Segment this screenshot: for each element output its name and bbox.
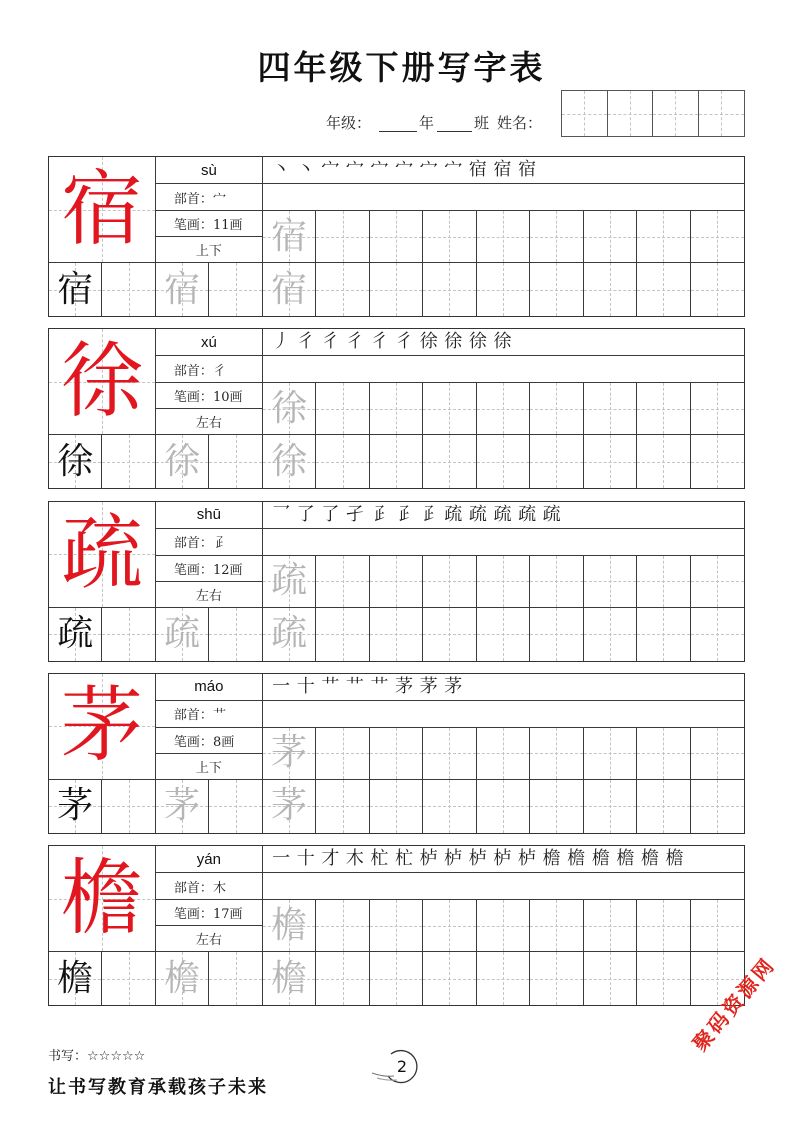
trace-character: 茅 xyxy=(164,785,201,827)
structure-info: 左右 xyxy=(156,582,263,608)
character-block xyxy=(48,328,745,489)
stroke-step: 丶 xyxy=(272,159,291,180)
practice-square xyxy=(370,211,423,263)
practice-square xyxy=(370,435,423,488)
radical-info xyxy=(156,873,263,900)
stroke-step: 𤴔 xyxy=(395,503,414,525)
practice-square xyxy=(49,952,102,1005)
practice-square xyxy=(477,728,530,780)
stroke-step: 宀 xyxy=(419,159,438,180)
trace-character: 茅 xyxy=(271,785,308,827)
stroke-step: 栌 xyxy=(518,848,537,870)
practice-square xyxy=(584,780,637,833)
practice-square xyxy=(637,728,690,780)
pinyin: yán xyxy=(156,846,263,873)
practice-square xyxy=(316,952,369,1005)
pinyin: shū xyxy=(156,502,263,529)
practice-square xyxy=(477,952,530,1005)
radical-label: 部首： xyxy=(173,536,213,552)
model-character-cell xyxy=(49,674,156,780)
stroke-step: 檐 xyxy=(591,848,610,870)
stroke-step: 茅 xyxy=(444,675,463,697)
practice-square xyxy=(156,435,209,488)
model-character: 茅 xyxy=(60,678,143,774)
stroke-step: 徐 xyxy=(444,331,463,353)
stroke-step: 宿 xyxy=(468,159,487,180)
practice-square xyxy=(530,900,583,952)
radical-value: 木 xyxy=(212,880,226,896)
model-character: 徐 xyxy=(60,333,143,429)
practice-square xyxy=(477,780,530,833)
practice-square xyxy=(156,780,209,833)
class-label: 班 xyxy=(474,114,490,132)
grade-label: 年级： xyxy=(326,114,372,132)
practice-square xyxy=(691,780,744,833)
stroke-step: 彳 xyxy=(345,331,364,353)
practice-square xyxy=(370,900,423,952)
model-character-cell xyxy=(49,846,156,952)
stroke-step: 栌 xyxy=(493,848,512,870)
stroke-step: 宿 xyxy=(493,159,512,180)
radical-value: 𤴔 xyxy=(212,536,226,552)
radical-info xyxy=(156,356,263,383)
practice-square xyxy=(530,211,583,263)
practice-square xyxy=(263,780,316,833)
practice-square xyxy=(156,608,209,661)
practice-square xyxy=(423,211,476,263)
stroke-step: 宀 xyxy=(444,159,463,180)
stroke-step: 疏 xyxy=(444,503,463,525)
stroke-step: 彳 xyxy=(296,331,315,353)
practice-square xyxy=(370,952,423,1005)
stroke-count-label: 笔画： xyxy=(173,390,213,406)
stroke-step: 宀 xyxy=(395,159,414,180)
stroke-step: 十 xyxy=(296,675,315,697)
practice-square xyxy=(637,435,690,488)
practice-square xyxy=(477,556,530,608)
trace-character: 檐 xyxy=(164,957,201,999)
stroke-step: 疏 xyxy=(518,503,537,525)
page-title: 四年级下册写字表 xyxy=(257,48,546,87)
stroke-count-value: 10画 xyxy=(212,390,243,406)
stroke-order-row xyxy=(263,502,744,529)
practice-square xyxy=(316,211,369,263)
radical-info xyxy=(156,529,263,556)
practice-square xyxy=(263,952,316,1005)
practice-square xyxy=(530,556,583,608)
practice-square xyxy=(530,728,583,780)
stroke-count-info xyxy=(156,211,263,237)
practice-square xyxy=(530,608,583,661)
model-character-cell xyxy=(49,157,156,263)
stroke-step: 一 xyxy=(272,848,291,870)
practice-square xyxy=(423,556,476,608)
structure-info: 左右 xyxy=(156,409,263,435)
practice-square xyxy=(263,211,316,263)
practice-square xyxy=(316,263,369,316)
stroke-step: 徐 xyxy=(419,331,438,353)
stroke-step: 疏 xyxy=(542,503,561,525)
model-character: 疏 xyxy=(60,506,143,602)
radical-info xyxy=(156,701,263,728)
practice-square xyxy=(584,952,637,1005)
practice-square xyxy=(263,383,316,435)
stroke-step: 彳 xyxy=(395,331,414,353)
practice-square xyxy=(637,383,690,435)
stroke-step: 了 xyxy=(321,503,340,525)
practice-square xyxy=(423,383,476,435)
trace-character: 宿 xyxy=(164,268,201,310)
stroke-count-info xyxy=(156,383,263,409)
radical-label: 部首： xyxy=(173,191,213,207)
practice-square xyxy=(691,556,744,608)
practice-square xyxy=(637,780,690,833)
stroke-step: 彳 xyxy=(370,331,389,353)
radical-label: 部首： xyxy=(173,363,213,379)
stroke-step: 檐 xyxy=(616,848,635,870)
practice-square xyxy=(584,608,637,661)
stroke-step: 疏 xyxy=(468,503,487,525)
practice-square xyxy=(209,263,262,316)
stroke-step: 茅 xyxy=(395,675,414,697)
radical-label: 部首： xyxy=(173,708,213,724)
practice-square xyxy=(263,900,316,952)
practice-square xyxy=(691,435,744,488)
radical-value: 彳 xyxy=(212,363,226,379)
year-label: 年 xyxy=(419,114,435,132)
practice-square xyxy=(370,263,423,316)
practice-square xyxy=(477,263,530,316)
practice-square xyxy=(49,780,102,833)
practice-square xyxy=(316,435,369,488)
practice-square xyxy=(477,900,530,952)
practice-square xyxy=(477,435,530,488)
trace-character: 徐 xyxy=(164,440,201,482)
page-number: 2 xyxy=(396,1057,408,1076)
practice-square xyxy=(263,728,316,780)
radical-value: 艹 xyxy=(212,708,226,724)
practice-square xyxy=(637,263,690,316)
stroke-step: 了 xyxy=(296,503,315,525)
practice-square xyxy=(49,435,102,488)
pinyin: sù xyxy=(156,157,263,184)
practice-square xyxy=(209,608,262,661)
practice-square xyxy=(263,263,316,316)
practice-square xyxy=(530,952,583,1005)
practice-square xyxy=(370,780,423,833)
stroke-step: 檐 xyxy=(542,848,561,870)
stroke-count-label: 笔画： xyxy=(173,734,213,750)
practice-square xyxy=(263,435,316,488)
practice-square xyxy=(530,383,583,435)
stroke-step: 艹 xyxy=(321,675,340,697)
trace-character: 徐 xyxy=(271,387,308,429)
trace-character: 疏 xyxy=(271,560,308,602)
trace-character: 徐 xyxy=(271,440,308,482)
stroke-count-label: 笔画： xyxy=(173,907,213,923)
blank-row xyxy=(263,701,744,728)
practice-square xyxy=(637,608,690,661)
practice-square xyxy=(102,263,155,316)
practice-square xyxy=(102,952,155,1005)
radical-info xyxy=(156,184,263,211)
reference-character: 徐 xyxy=(57,440,94,482)
practice-square xyxy=(316,780,369,833)
practice-square xyxy=(691,383,744,435)
practice-square xyxy=(423,435,476,488)
model-character-cell xyxy=(49,329,156,435)
model-character: 宿 xyxy=(60,161,143,257)
stroke-step: 栌 xyxy=(419,848,438,870)
practice-square xyxy=(584,900,637,952)
structure-info: 左右 xyxy=(156,926,263,952)
pinyin: máo xyxy=(156,674,263,701)
practice-square xyxy=(423,900,476,952)
stroke-count-info xyxy=(156,556,263,582)
practice-square xyxy=(209,435,262,488)
trace-character: 檐 xyxy=(271,904,308,946)
practice-square xyxy=(584,211,637,263)
practice-square xyxy=(209,952,262,1005)
practice-square xyxy=(637,900,690,952)
stroke-step: 宀 xyxy=(321,159,340,180)
practice-square xyxy=(691,900,744,952)
trace-character: 檐 xyxy=(271,957,308,999)
practice-square xyxy=(530,263,583,316)
stroke-count-label: 笔画： xyxy=(173,562,213,578)
slogan: 让书写教育承载孩子未来 xyxy=(48,1077,268,1098)
blank-row xyxy=(263,356,744,383)
character-block xyxy=(48,501,745,662)
watermark: 聚码资源网 xyxy=(687,952,781,1056)
practice-square xyxy=(49,608,102,661)
stroke-step: 才 xyxy=(321,848,340,870)
stroke-count-value: 8画 xyxy=(212,734,235,750)
trace-character: 宿 xyxy=(271,268,308,310)
practice-square xyxy=(423,263,476,316)
practice-square xyxy=(423,728,476,780)
practice-square xyxy=(584,383,637,435)
stroke-order-row xyxy=(263,157,744,184)
stroke-count-value: 11画 xyxy=(212,218,243,233)
practice-square xyxy=(263,608,316,661)
name-label: 姓名： xyxy=(497,114,543,132)
writing-rating xyxy=(48,1049,145,1065)
character-block xyxy=(48,673,745,834)
practice-square xyxy=(263,556,316,608)
stroke-step: 乛 xyxy=(272,503,291,525)
stroke-step: 茅 xyxy=(419,675,438,697)
practice-square xyxy=(209,780,262,833)
rating-label: 书写： xyxy=(48,1049,88,1064)
stroke-step: 艹 xyxy=(345,675,364,697)
practice-square xyxy=(637,211,690,263)
practice-square xyxy=(691,728,744,780)
practice-square xyxy=(691,263,744,316)
stroke-count-value: 17画 xyxy=(212,907,243,923)
practice-square xyxy=(316,608,369,661)
stroke-step: 一 xyxy=(272,675,291,697)
practice-square xyxy=(477,608,530,661)
stroke-step: 彳 xyxy=(321,331,340,353)
practice-square xyxy=(370,728,423,780)
practice-square xyxy=(370,608,423,661)
practice-square xyxy=(530,780,583,833)
stroke-step: 十 xyxy=(296,848,315,870)
stroke-step: 孑 xyxy=(345,503,364,525)
practice-square xyxy=(530,435,583,488)
stroke-step: 栌 xyxy=(444,848,463,870)
stroke-order-row xyxy=(263,329,744,356)
stroke-step: 丿 xyxy=(272,331,291,353)
page-number-badge xyxy=(370,1046,432,1086)
reference-character: 檐 xyxy=(57,957,94,999)
practice-square xyxy=(102,608,155,661)
trace-character: 茅 xyxy=(271,732,308,774)
reference-character: 茅 xyxy=(57,785,94,827)
practice-square xyxy=(637,952,690,1005)
structure-info: 上下 xyxy=(156,754,263,780)
practice-square xyxy=(316,728,369,780)
blank-row xyxy=(263,873,744,900)
stroke-step: 檐 xyxy=(641,848,660,870)
model-character-cell xyxy=(49,502,156,608)
practice-square xyxy=(423,952,476,1005)
stroke-count-info xyxy=(156,728,263,754)
stroke-step: 木 xyxy=(345,848,364,870)
character-block xyxy=(48,156,745,317)
rating-stars: ☆☆☆☆☆ xyxy=(87,1049,146,1064)
stroke-count-info xyxy=(156,900,263,926)
practice-square xyxy=(156,952,209,1005)
trace-character: 宿 xyxy=(271,215,308,257)
stroke-step: 艹 xyxy=(370,675,389,697)
practice-square xyxy=(423,608,476,661)
stroke-step: 丶 xyxy=(296,159,315,180)
radical-value: 宀 xyxy=(212,191,226,207)
character-block xyxy=(48,845,745,1006)
practice-square xyxy=(156,263,209,316)
stroke-step: 栌 xyxy=(468,848,487,870)
practice-square xyxy=(691,608,744,661)
stroke-order-row xyxy=(263,846,744,873)
trace-character: 疏 xyxy=(164,613,201,655)
practice-square xyxy=(49,263,102,316)
stroke-step: 𤴔 xyxy=(419,503,438,525)
radical-label: 部首： xyxy=(173,880,213,896)
practice-square xyxy=(584,263,637,316)
stroke-step: 宿 xyxy=(518,159,537,180)
pinyin: xú xyxy=(156,329,263,356)
stroke-step: 徐 xyxy=(493,331,512,353)
stroke-step: 杧 xyxy=(395,848,414,870)
practice-square xyxy=(691,211,744,263)
blank-row xyxy=(263,529,744,556)
practice-square xyxy=(477,211,530,263)
model-character: 檐 xyxy=(60,850,143,946)
stroke-step: 宀 xyxy=(345,159,364,180)
stroke-step: 徐 xyxy=(468,331,487,353)
practice-square xyxy=(477,383,530,435)
trace-character: 疏 xyxy=(271,613,308,655)
practice-square xyxy=(370,383,423,435)
practice-square xyxy=(316,900,369,952)
stroke-step: 杧 xyxy=(370,848,389,870)
practice-square xyxy=(316,383,369,435)
stroke-count-value: 12画 xyxy=(212,562,243,578)
stroke-step: 檐 xyxy=(567,848,586,870)
reference-character: 宿 xyxy=(57,268,94,310)
stroke-count-label: 笔画： xyxy=(173,218,213,233)
practice-square xyxy=(370,556,423,608)
stroke-step: 檐 xyxy=(665,848,684,870)
practice-square xyxy=(584,556,637,608)
reference-character: 疏 xyxy=(57,613,94,655)
stroke-step: 疏 xyxy=(493,503,512,525)
practice-square xyxy=(584,728,637,780)
stroke-order-row xyxy=(263,674,744,701)
stroke-step: 宀 xyxy=(370,159,389,180)
practice-square xyxy=(102,435,155,488)
practice-square xyxy=(316,556,369,608)
practice-square xyxy=(584,435,637,488)
practice-square xyxy=(423,780,476,833)
blank-row xyxy=(263,184,744,211)
practice-square xyxy=(102,780,155,833)
practice-square xyxy=(637,556,690,608)
stroke-step: 𤴔 xyxy=(370,503,389,525)
structure-info: 上下 xyxy=(156,237,263,263)
